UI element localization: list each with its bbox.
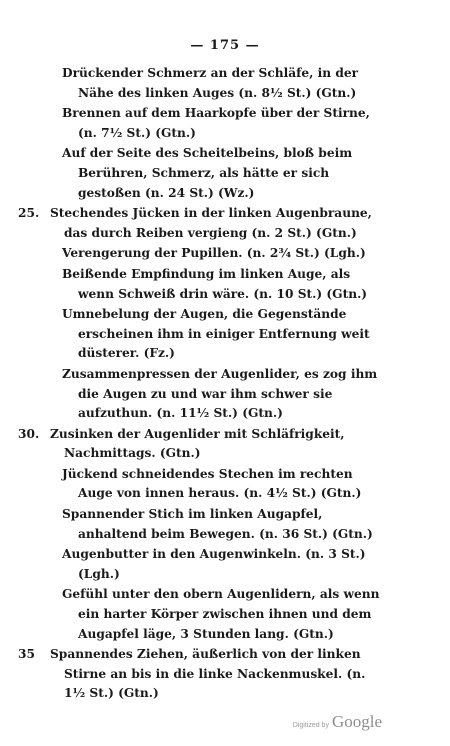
digitized-by-label: Digitized by bbox=[292, 722, 329, 729]
entry-number: 25. bbox=[18, 206, 40, 221]
entry-number: 30. bbox=[18, 426, 40, 441]
symptom-entry bbox=[18, 505, 390, 544]
symptom-entry bbox=[18, 585, 390, 644]
symptom-entry bbox=[18, 144, 390, 203]
symptom-entry bbox=[18, 265, 390, 304]
entry-text: Drückender Schmerz an der Schläfe, in der Nähe des linken Auges (n. 8½ St.) (Gtn.) bbox=[62, 66, 359, 100]
symptom-entry bbox=[18, 365, 390, 424]
symptom-entry bbox=[18, 465, 390, 504]
digitization-watermark bbox=[293, 712, 382, 732]
entry-text: Stechendes Jücken in der linken Augenbraune, das durch Reiben vergieng (n. 2 St.) (Gtn.) bbox=[50, 206, 372, 240]
symptom-entry bbox=[18, 204, 390, 243]
entry-text: Verengerung der Pupillen. (n. 2¾ St.) (Lgh.) bbox=[62, 246, 366, 261]
entry-text: Beißende Empfindung im linken Auge, als wenn Schweiß drin wäre. (n. 10 St.) (Gtn.) bbox=[62, 266, 368, 301]
symptom-entry bbox=[18, 545, 390, 584]
symptom-entry bbox=[18, 645, 390, 704]
symptom-entry bbox=[18, 104, 390, 143]
entry-number: 35 bbox=[18, 647, 35, 662]
symptom-entry bbox=[18, 244, 390, 264]
entry-text: Brennen auf dem Haarkopfe über der Stirne, (n. 7½ St.) (Gtn.) bbox=[62, 106, 370, 140]
entry-text: Umnebelung der Augen, die Gegenstände erscheinen ihm in einiger Entfernung weit düsterer. (Fz.) bbox=[62, 307, 370, 361]
entry-text: Zusammenpressen der Augenlider, es zog ihm die Augen zu und war ihm schwer sie aufzuthun. (n. 11½ St.) (Gtn.) bbox=[62, 366, 378, 421]
entry-text: Zusinken der Augenlider mit Schläfrigkeit, Nachmittags. (Gtn.) bbox=[50, 426, 345, 461]
entry-text: Jückend schneidendes Stechen im rechten Auge von innen heraus. (n. 4½ St.) (Gtn.) bbox=[62, 466, 362, 501]
symptom-entry bbox=[18, 425, 390, 464]
google-logo: Google bbox=[331, 712, 382, 731]
symptom-list bbox=[18, 64, 390, 705]
entry-text: Auf der Seite des Scheitelbeins, bloß beim Berühren, Schmerz, als hätte er sich gestoßen (n. 24 St.) (Wz.) bbox=[62, 146, 353, 200]
symptom-entry bbox=[18, 305, 390, 364]
entry-text: Augenbutter in den Augenwinkeln. (n. 3 St.) (Lgh.) bbox=[62, 547, 366, 581]
symptom-entry bbox=[18, 64, 390, 103]
entry-text: Spannender Stich im linken Augapfel, anhaltend beim Bewegen. (n. 36 St.) (Gtn.) bbox=[62, 507, 373, 541]
entry-text: Spannendes Ziehen, äußerlich von der linken Stirne an bis in die linke Nackenmuskel. (n. 1½ St.) (Gtn.) bbox=[50, 647, 366, 701]
page-number: — 175 — bbox=[190, 38, 260, 53]
entry-text: Gefühl unter den obern Augenlidern, als wenn ein harter Körper zwischen ihnen und dem Augapfel läge, 3 Stunden lang. (Gtn.) bbox=[62, 587, 380, 641]
